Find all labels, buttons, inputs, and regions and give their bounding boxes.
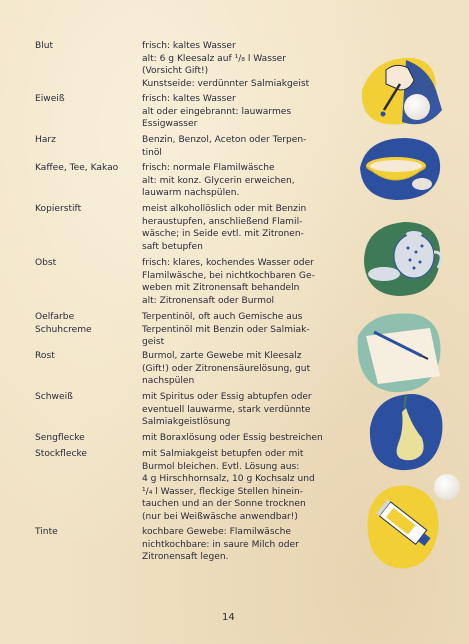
term-description: frisch: normale Flamilwäsche alt: mit konz. Glycerin erweichen, lauwarm nachspülen.: [142, 163, 295, 199]
term-label: Kaffee, Tee, Kakao: [35, 163, 119, 173]
term-label: Oelfarbe Schuhcreme: [35, 312, 92, 335]
teapot-cup-icon: [358, 212, 446, 300]
term-label: Stockflecke: [35, 449, 88, 459]
punch-hole: [404, 94, 430, 120]
term-description: Burmol, zarte Gewebe mit Kleesalz (Gift!) oder Zitronensäurelösung, gut nachspülen: [142, 351, 311, 387]
term-label: Rost: [35, 351, 55, 361]
term-description: mit Salmiakgeist betupfen oder mit Burmol bleichen. Evtl. Lösung aus: 4 g Hirschhornsalz, 10 g Kochsalz und ¹/₄ l Wasser, fleckige Stellen hinein- tauchen und an der Sonne trocknen (nur bei Weißwäsche anwendbar!): [142, 449, 315, 522]
term-label: Kopierstift: [35, 204, 82, 214]
pear-icon: [362, 386, 448, 476]
term-description: Benzin, Benzol, Aceton oder Terpen- tinöl: [142, 135, 307, 158]
term-label: Blut: [35, 41, 54, 51]
term-description: kochbare Gewebe: Flamilwäsche nichtkochbare: in saure Milch oder Zitronensaft legen.: [142, 527, 299, 563]
term-description: frisch: kaltes Wasser alt oder eingebrannt: lauwarmes Essigwasser: [142, 94, 292, 130]
term-description: Terpentinöl, oft auch Gemische aus Terpentinöl mit Benzin oder Salmiak- geist: [142, 312, 310, 348]
term-label: Schweiß: [35, 392, 73, 402]
term-label: Sengflecke: [35, 433, 85, 443]
hand-dropper-icon: [356, 50, 442, 132]
tube-icon: [360, 476, 444, 576]
term-description: frisch: kaltes Wasser alt: 6 g Kleesalz auf ¹/₈ l Wasser (Vorsicht Gift!) Kunstseide: verdünnter Salmiakgeist: [142, 41, 310, 89]
bowl-sponge-icon: [356, 132, 446, 204]
term-label: Harz: [35, 135, 56, 145]
term-label: Eiweiß: [35, 94, 65, 104]
term-description: meist alkohollöslich oder mit Benzin heraustupfen, anschließend Flamil- wäsche; in Seide evtl. mit Zitronen- saft betupfen: [142, 204, 307, 252]
term-description: frisch: klares, kochendes Wasser oder Flamilwäsche, bei nichtkochbaren Ge- weben mit Zitronensaft behandeln alt: Zitronensaft oder Burmol: [142, 258, 315, 306]
pencil-paper-icon: [352, 306, 446, 398]
term-label: Obst: [35, 258, 57, 268]
term-description: mit Spiritus oder Essig abtupfen oder eventuell lauwarme, stark verdünnte Salmiakgeistlösung: [142, 392, 312, 428]
term-description: mit Boraxlösung oder Essig bestreichen: [142, 433, 323, 443]
page-number: 14: [222, 612, 235, 623]
term-label: Tinte: [35, 527, 58, 537]
